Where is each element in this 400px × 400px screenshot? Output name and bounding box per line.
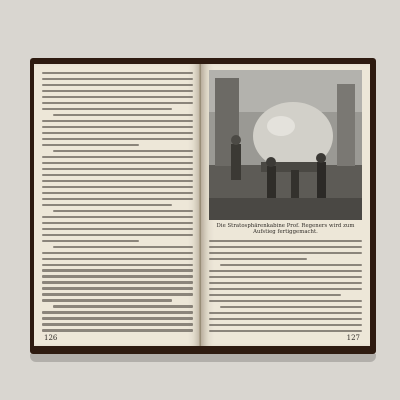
illegible-text-line — [42, 102, 193, 104]
illegible-text-line — [209, 300, 362, 302]
illegible-text-line — [209, 276, 362, 278]
illegible-text-line — [42, 240, 139, 242]
illegible-text-line — [53, 210, 193, 212]
illegible-text-line — [209, 324, 362, 326]
illegible-text-line — [42, 108, 172, 110]
right-page — [201, 64, 370, 346]
illegible-text-line — [42, 192, 193, 194]
illegible-text-line — [42, 156, 193, 158]
illegible-text-line — [42, 198, 193, 200]
illegible-text-line — [42, 120, 193, 122]
illegible-text-line — [42, 216, 193, 218]
illegible-text-line — [42, 204, 172, 206]
illegible-text-line — [209, 252, 362, 254]
left-page-text-block — [42, 72, 193, 335]
stratosphere-cabin-photo — [209, 70, 362, 220]
illegible-text-line — [209, 246, 362, 248]
illegible-text-line — [42, 84, 193, 86]
illegible-text-line — [209, 330, 362, 332]
illegible-text-line — [209, 294, 341, 296]
illegible-text-line — [42, 275, 193, 277]
illegible-text-line — [42, 287, 193, 289]
illegible-text-line — [42, 90, 193, 92]
right-page-number: 127 — [346, 334, 360, 342]
illegible-text-line — [53, 114, 193, 116]
illegible-text-line — [53, 305, 193, 307]
illegible-text-line — [220, 306, 362, 308]
illegible-text-line — [42, 96, 193, 98]
illegible-text-line — [42, 222, 193, 224]
illegible-text-line — [209, 288, 362, 290]
illegible-text-line — [42, 78, 193, 80]
illegible-text-line — [42, 144, 139, 146]
illegible-text-line — [220, 264, 362, 266]
illegible-text-line — [42, 72, 193, 74]
left-page — [34, 64, 201, 346]
illegible-text-line — [42, 126, 193, 128]
illegible-text-line — [42, 180, 193, 182]
illegible-text-line — [42, 132, 193, 134]
left-page-number: 126 — [44, 334, 58, 342]
illegible-text-line — [42, 252, 193, 254]
illegible-text-line — [42, 299, 172, 301]
illegible-text-line — [42, 228, 193, 230]
illegible-text-line — [42, 329, 193, 331]
illegible-text-line — [42, 168, 193, 170]
illegible-text-line — [42, 269, 193, 271]
illegible-text-line — [42, 293, 193, 295]
illegible-text-line — [209, 240, 362, 242]
right-page-text-block — [209, 240, 362, 336]
illegible-text-line — [42, 317, 193, 319]
illegible-text-line — [42, 174, 193, 176]
illegible-text-line — [209, 318, 362, 320]
illegible-text-line — [42, 138, 193, 140]
illegible-text-line — [42, 281, 193, 283]
illegible-text-line — [42, 258, 193, 260]
illegible-text-line — [42, 323, 193, 325]
illegible-text-line — [42, 311, 193, 313]
illegible-text-line — [209, 312, 362, 314]
illegible-text-line — [42, 186, 193, 188]
illegible-text-line — [42, 264, 193, 266]
illegible-text-line — [42, 234, 193, 236]
illegible-text-line — [53, 246, 193, 248]
illegible-text-line — [209, 270, 362, 272]
photo-caption: Die Stratosphärenkabine Prof. Regeners wird zum Aufstieg fertiggemacht. — [216, 223, 355, 236]
photo-illustration — [209, 70, 362, 220]
illegible-text-line — [53, 150, 193, 152]
illegible-text-line — [42, 162, 193, 164]
illegible-text-line — [209, 258, 307, 260]
illegible-text-line — [209, 282, 362, 284]
